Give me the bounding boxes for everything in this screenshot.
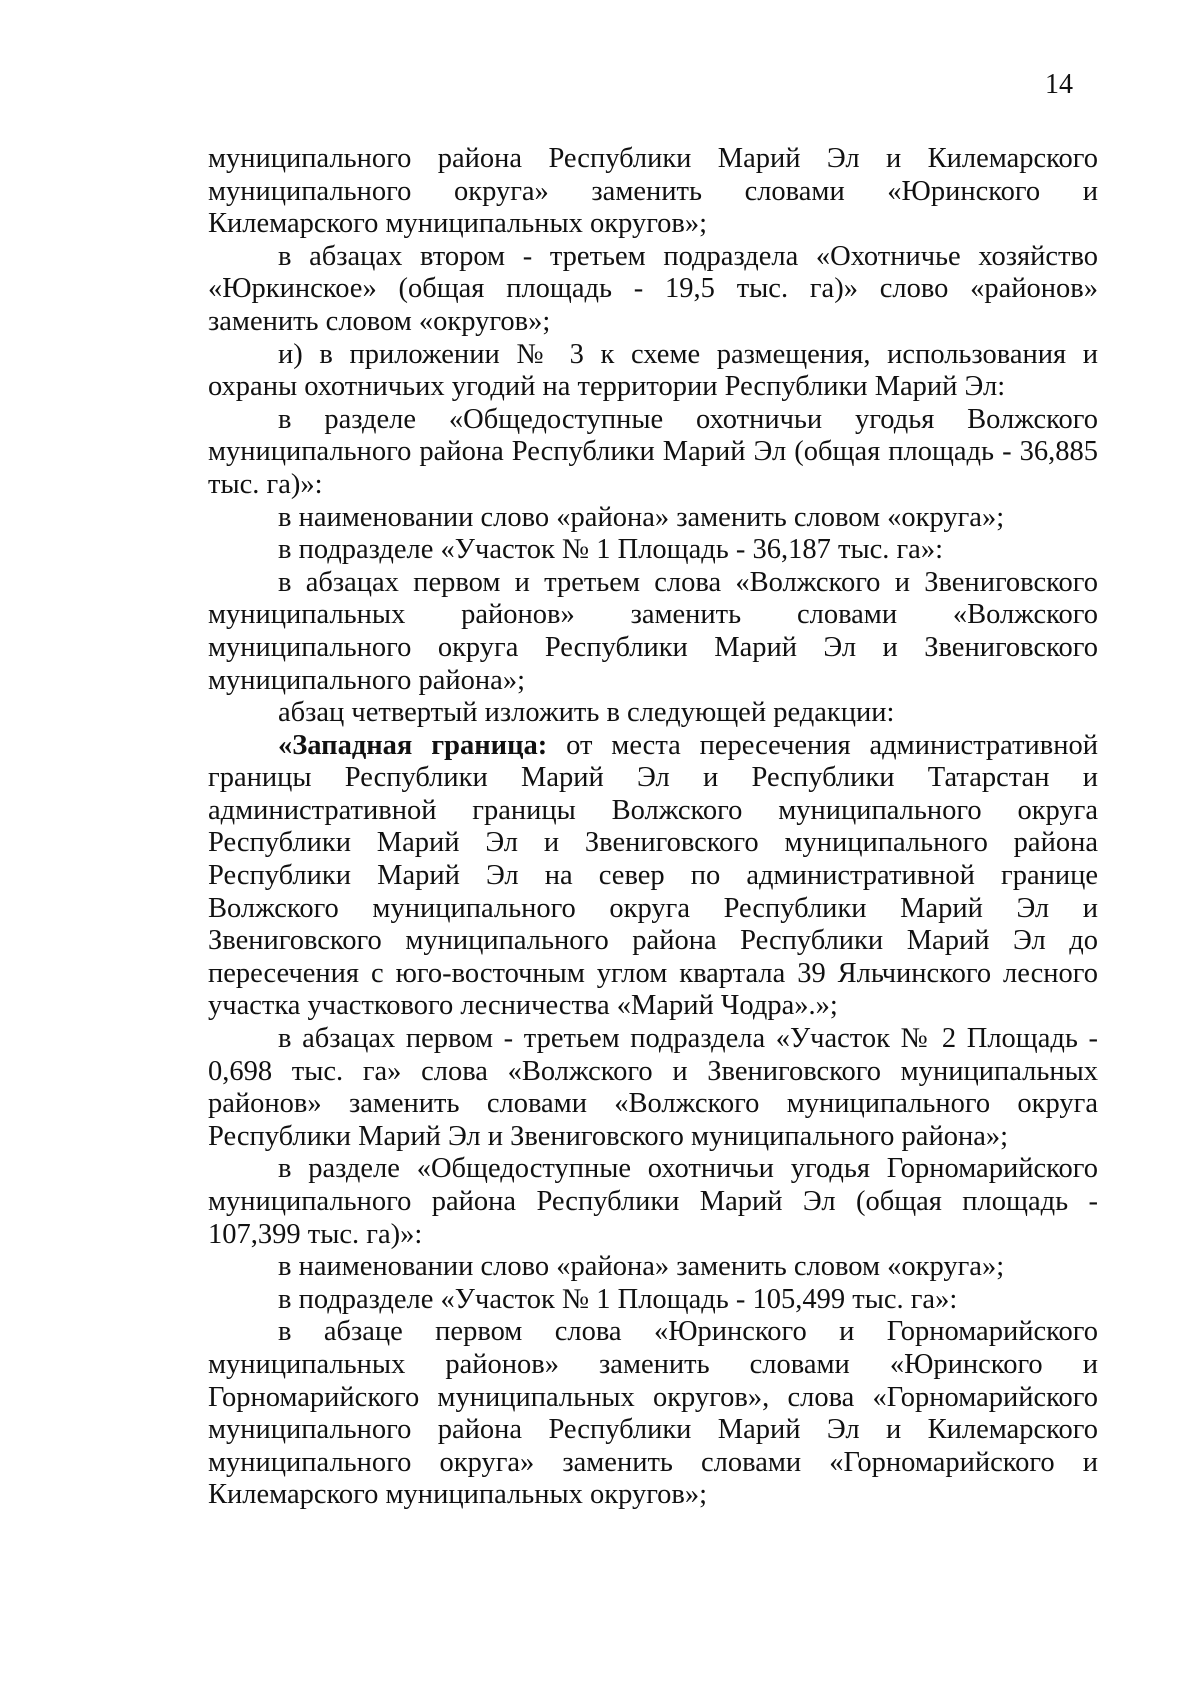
paragraph: в наименовании слово «района» заменить словом «округа»; [278,501,1005,533]
paragraph: в абзацах первом - третьем подраздела «Участок № 2 Площадь - 0,698 тыс. га» слова «Волжского и Звениговского муниципальных районов» заменить словами «Волжского муниципального округа Республики Марий Эл и Звениговского муниципального района»; [208,1023,1098,1152]
paragraph: в разделе «Общедоступные охотничьи угодья Горномарийского муниципального района Республики Марий Эл (общая площадь - 107,399 тыс. га)»: [208,1153,1098,1250]
paragraph: в подразделе «Участок № 1 Площадь - 105,499 тыс. га»: [278,1283,958,1315]
paragraph: в разделе «Общедоступные охотничьи угодья Волжского муниципального района Республики Марий Эл (общая площадь - 36,885 тыс. га)»: [208,403,1098,500]
paragraph: в абзацах первом и третьем слова «Волжского и Звениговского муниципальных районов» заменить словами «Волжского муниципального округа Республики Марий Эл и Звениговского муниципального района»; [208,566,1098,696]
paragraph: в абзацах втором - третьем подраздела «Охотничье хозяйство «Юркинское» (общая площадь - 19,5 тыс. га)» слово «районов» заменить словом «округов»; [208,240,1098,337]
paragraph: в наименовании слово «района» заменить словом «округа»; [278,1251,1005,1283]
paragraph: абзац четвертый изложить в следующей редакции: [278,697,895,729]
paragraph-western-boundary [208,730,1098,1023]
page-number: 14 [1045,69,1073,100]
paragraph: и) в приложении № 3 к схеме размещения, использования и охраны охотничьих угодий на территории Республики Марий Эл: [208,338,1098,403]
paragraph: муниципального района Республики Марий Эл и Килемарского муниципального округа» заменить словами «Юринского и Килемарского муниципальных округов»; [208,143,1098,240]
paragraph: в абзаце первом слова «Юринского и Горномарийского муниципальных районов» заменить словами «Юринского и Горномарийского муниципальных округов», слова «Горномарийского муниципального района Республики Марий Эл и Килемарского муниципального округа» заменить словами «Горномарийского и Килемарского муниципальных округов»; [208,1316,1098,1511]
bold-heading: «Западная граница: [278,729,548,761]
document-body [208,143,1098,1512]
paragraph-text: от места пересечения административной границы Республики Марий Эл и Республики Татарстан и административной границы Волжского муниципального округа Республики Марий Эл и Звениговского муниципального района Республики Марий Эл на север по административной границе Волжского муниципального округа Республики Марий Эл и Звениговского муниципального района Республики Марий Эл до пересечения с юго-восточным углом квартала 39 Яльчинского лесного участка участкового лесничества «Марий Чодра».»; [208,729,1098,1022]
paragraph: в подразделе «Участок № 1 Площадь - 36,187 тыс. га»: [278,534,944,566]
